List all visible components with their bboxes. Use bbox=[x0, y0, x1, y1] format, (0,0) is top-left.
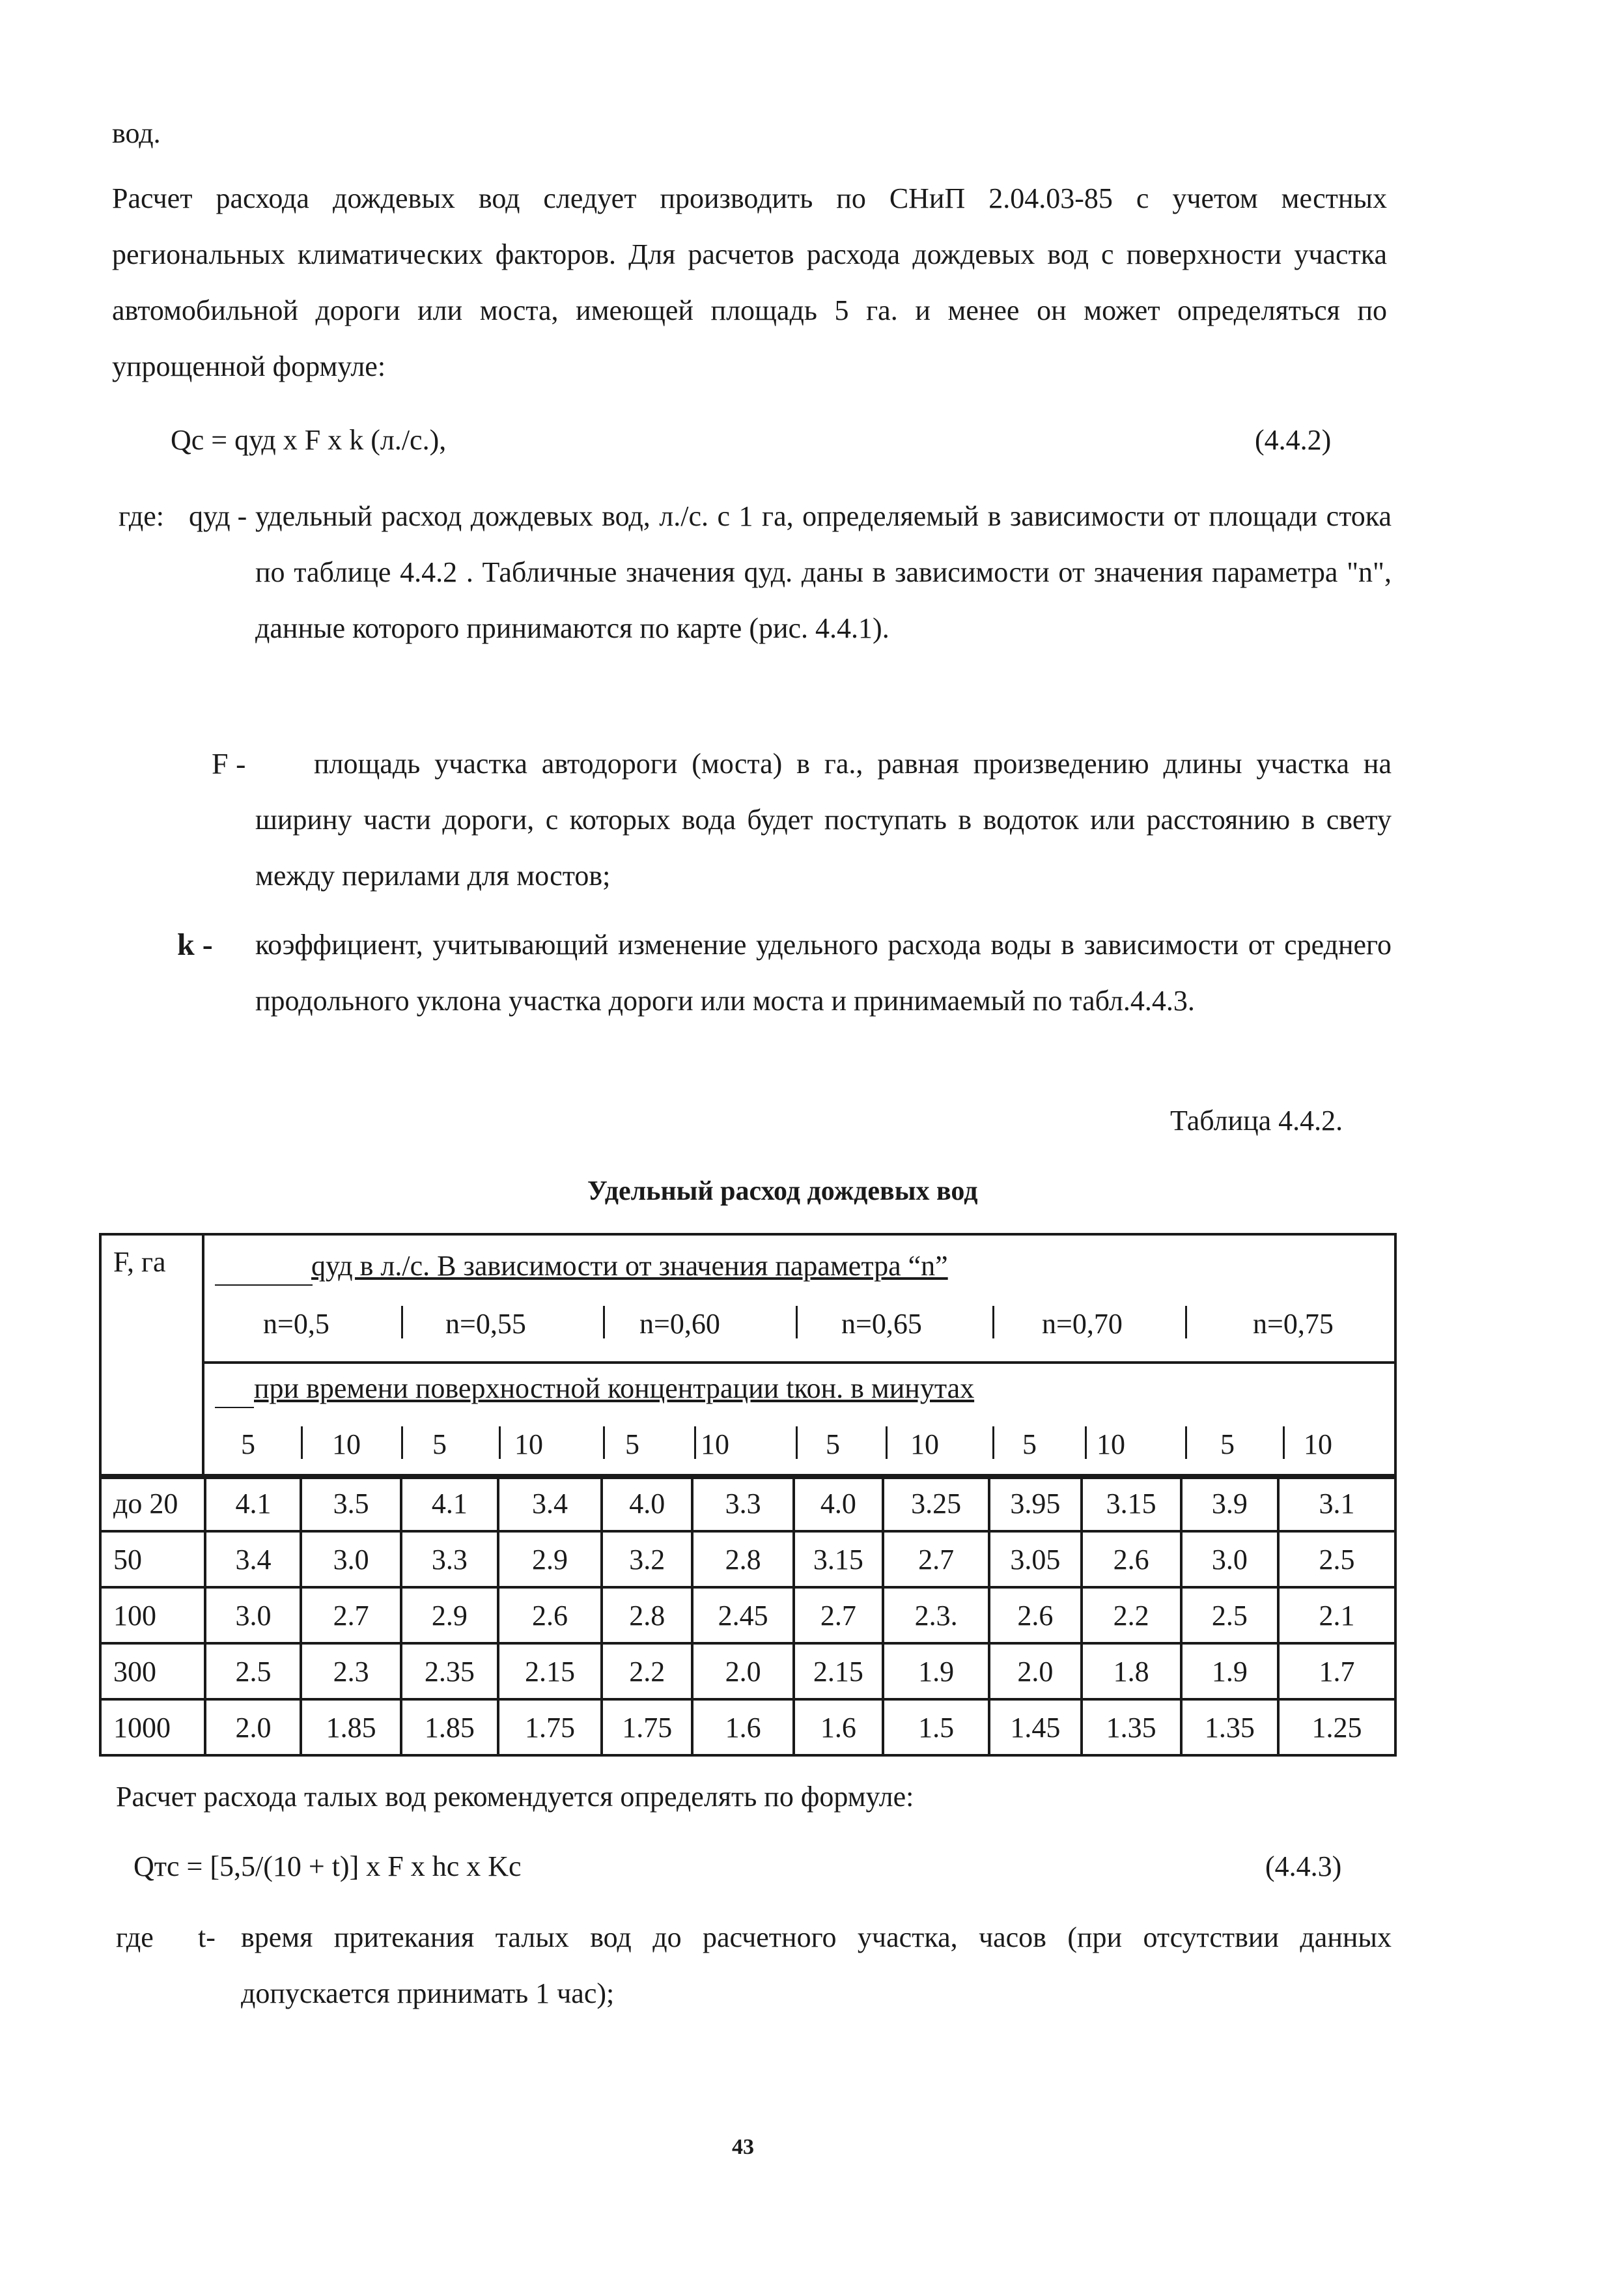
table-row bbox=[100, 1643, 1395, 1699]
table-cell: 1.8 bbox=[1082, 1643, 1181, 1699]
n-value: n=0,70 bbox=[1042, 1308, 1123, 1340]
minutes-value: 10 bbox=[514, 1428, 543, 1460]
table-row bbox=[100, 1699, 1395, 1755]
q-definition: удельный расход дождевых вод, л./с. с 1 га, определяемый в зависимости от площади стока по таблице 4.4.2 . Табличные значения qуд. даны в зависимости от значения параметра "n", данные которого принимаются по карте (рис. 4.4.1). bbox=[255, 500, 1392, 644]
table-row bbox=[100, 1475, 1395, 1531]
table-cell: 2.7 bbox=[301, 1587, 400, 1643]
where-label: где: bbox=[119, 500, 164, 532]
table-cell: 3.15 bbox=[1082, 1475, 1181, 1531]
header-mid-divider bbox=[202, 1361, 1394, 1364]
table-cell: 1.75 bbox=[602, 1699, 692, 1755]
group-header: qуд в л./с. В зависимости от значения параметра “n” bbox=[311, 1250, 948, 1282]
table-cell: 1.85 bbox=[401, 1699, 498, 1755]
table-cell: 3.05 bbox=[989, 1531, 1081, 1587]
table-cell: 2.7 bbox=[794, 1587, 883, 1643]
time-header-rule bbox=[215, 1407, 254, 1408]
table-cell: 4.1 bbox=[205, 1475, 301, 1531]
minutes-row bbox=[204, 1420, 1392, 1472]
table-cell: 2.15 bbox=[794, 1643, 883, 1699]
table-cell: 3.5 bbox=[301, 1475, 400, 1531]
n-value: n=0,55 bbox=[445, 1308, 526, 1340]
table-cell: 3.0 bbox=[1181, 1531, 1278, 1587]
t-term: t- bbox=[198, 1921, 216, 1953]
table-cell: 2.6 bbox=[498, 1587, 602, 1643]
formula-number-4-4-3: (4.4.3) bbox=[1265, 1850, 1342, 1882]
table-cell: 2.6 bbox=[1082, 1531, 1181, 1587]
corner-label: F, га bbox=[113, 1246, 166, 1278]
paragraph-melt-intro: Расчет расхода талых вод рекомендуется определять по формуле: bbox=[116, 1781, 914, 1813]
table-cell: 2.2 bbox=[602, 1643, 692, 1699]
minutes-value: 10 bbox=[1097, 1428, 1125, 1460]
minutes-value: 10 bbox=[910, 1428, 939, 1460]
table-cell: 3.0 bbox=[205, 1587, 301, 1643]
table-cell: 1.85 bbox=[301, 1699, 400, 1755]
table-cell: 3.95 bbox=[989, 1475, 1081, 1531]
table-cell: 2.5 bbox=[1181, 1587, 1278, 1643]
table-row bbox=[100, 1587, 1395, 1643]
table-cell: 3.1 bbox=[1278, 1475, 1395, 1531]
formula-4-4-2: Qc = qуд x F x k (л./с.), bbox=[171, 424, 447, 456]
table-cell: 4.1 bbox=[401, 1475, 498, 1531]
paragraph-rain-intro: Расчет расхода дождевых вод следует производить по СНиП 2.04.03-85 с учетом местных региональных климатических факторов. Для расчетов расхода дождевых вод с поверхности участка автомобильной дороги или моста, имеющей площадь 5 га. и менее он может определяться по упрощенной формуле: bbox=[112, 182, 1387, 382]
table-cell: 3.15 bbox=[794, 1531, 883, 1587]
table-cell: 2.0 bbox=[205, 1699, 301, 1755]
n-value: n=0,65 bbox=[841, 1308, 922, 1340]
row-area-label: 1000 bbox=[100, 1699, 205, 1755]
table-cell: 2.15 bbox=[498, 1643, 602, 1699]
table-cell: 1.9 bbox=[883, 1643, 989, 1699]
table-cell: 3.25 bbox=[883, 1475, 989, 1531]
minutes-value: 10 bbox=[332, 1428, 361, 1460]
table-cell: 2.5 bbox=[1278, 1531, 1395, 1587]
table-row bbox=[100, 1531, 1395, 1587]
n-value: n=0,60 bbox=[639, 1308, 720, 1340]
table-cell: 2.3. bbox=[883, 1587, 989, 1643]
minutes-value: 5 bbox=[625, 1428, 639, 1460]
row-area-label: 100 bbox=[100, 1587, 205, 1643]
table-cell: 2.0 bbox=[989, 1643, 1081, 1699]
where2-label: где bbox=[116, 1921, 154, 1953]
table-cell: 3.9 bbox=[1181, 1475, 1278, 1531]
table-cell: 1.35 bbox=[1181, 1699, 1278, 1755]
table-cell: 3.4 bbox=[498, 1475, 602, 1531]
table-cell: 1.6 bbox=[794, 1699, 883, 1755]
table-cell: 3.4 bbox=[205, 1531, 301, 1587]
table-cell: 2.3 bbox=[301, 1643, 400, 1699]
table-cell: 1.35 bbox=[1082, 1699, 1181, 1755]
table-cell: 1.25 bbox=[1278, 1699, 1395, 1755]
k-term: k - bbox=[177, 927, 213, 962]
minutes-value: 5 bbox=[826, 1428, 840, 1460]
table-cell: 2.9 bbox=[498, 1531, 602, 1587]
minutes-value: 5 bbox=[432, 1428, 447, 1460]
table-cell: 2.35 bbox=[401, 1643, 498, 1699]
minutes-value: 10 bbox=[1304, 1428, 1332, 1460]
f-term: F - bbox=[212, 747, 246, 780]
q-term: qуд - bbox=[189, 500, 247, 532]
table-cell: 2.7 bbox=[883, 1531, 989, 1587]
minutes-value: 5 bbox=[1022, 1428, 1037, 1460]
table-cell: 3.3 bbox=[692, 1475, 793, 1531]
n-value: n=0,5 bbox=[263, 1308, 329, 1340]
table-cell: 1.9 bbox=[1181, 1643, 1278, 1699]
n-value: n=0,75 bbox=[1253, 1308, 1334, 1340]
table-cell: 4.0 bbox=[602, 1475, 692, 1531]
table-label: Таблица 4.4.2. bbox=[1170, 1105, 1343, 1137]
top-fragment: вод. bbox=[112, 117, 161, 149]
table-title: Удельный расход дождевых вод bbox=[587, 1176, 978, 1206]
table-cell: 2.9 bbox=[401, 1587, 498, 1643]
table-cell: 1.45 bbox=[989, 1699, 1081, 1755]
table-cell: 2.8 bbox=[692, 1531, 793, 1587]
row-area-label: до 20 bbox=[100, 1475, 205, 1531]
table-cell: 2.6 bbox=[989, 1587, 1081, 1643]
table-cell: 1.7 bbox=[1278, 1643, 1395, 1699]
table-cell: 1.6 bbox=[692, 1699, 793, 1755]
table-cell: 1.75 bbox=[498, 1699, 602, 1755]
page-number: 43 bbox=[732, 2135, 754, 2159]
table-cell: 2.45 bbox=[692, 1587, 793, 1643]
table-cell: 3.2 bbox=[602, 1531, 692, 1587]
rain-flow-table bbox=[99, 1474, 1397, 1757]
table-cell: 2.5 bbox=[205, 1643, 301, 1699]
table-cell: 3.0 bbox=[301, 1531, 400, 1587]
minutes-value: 10 bbox=[701, 1428, 729, 1460]
table-cell: 2.2 bbox=[1082, 1587, 1181, 1643]
table-cell: 2.0 bbox=[692, 1643, 793, 1699]
minutes-value: 5 bbox=[241, 1428, 255, 1460]
formula-number-4-4-2: (4.4.2) bbox=[1255, 424, 1332, 456]
table-cell: 3.3 bbox=[401, 1531, 498, 1587]
group-header-rule bbox=[215, 1284, 313, 1286]
row-area-label: 300 bbox=[100, 1643, 205, 1699]
table-cell: 2.8 bbox=[602, 1587, 692, 1643]
f-definition: площадь участка автодороги (моста) в га., равная произведению длины участка на ширину части дороги, с которых вода будет поступать в водоток или расстоянию в свету между перилами для мостов; bbox=[255, 748, 1392, 892]
n-values-row bbox=[204, 1299, 1392, 1351]
table-cell: 4.0 bbox=[794, 1475, 883, 1531]
formula-4-4-3: Qтc = [5,5/(10 + t)] x F x hc x Kc bbox=[133, 1850, 522, 1882]
table-cell: 2.1 bbox=[1278, 1587, 1395, 1643]
k-definition: коэффициент, учитывающий изменение удельного расхода воды в зависимости от среднего продольного уклона участка дороги или моста и принимаемый по табл.4.4.3. bbox=[255, 929, 1392, 1017]
row-area-label: 50 bbox=[100, 1531, 205, 1587]
t-definition: время притекания талых вод до расчетного участка, часов (при отсутствии данных допускается принимать 1 час); bbox=[241, 1921, 1392, 2009]
time-header: при времени поверхностной концентрации tкон. в минутах bbox=[254, 1372, 975, 1404]
minutes-value: 5 bbox=[1220, 1428, 1235, 1460]
table-cell: 1.5 bbox=[883, 1699, 989, 1755]
